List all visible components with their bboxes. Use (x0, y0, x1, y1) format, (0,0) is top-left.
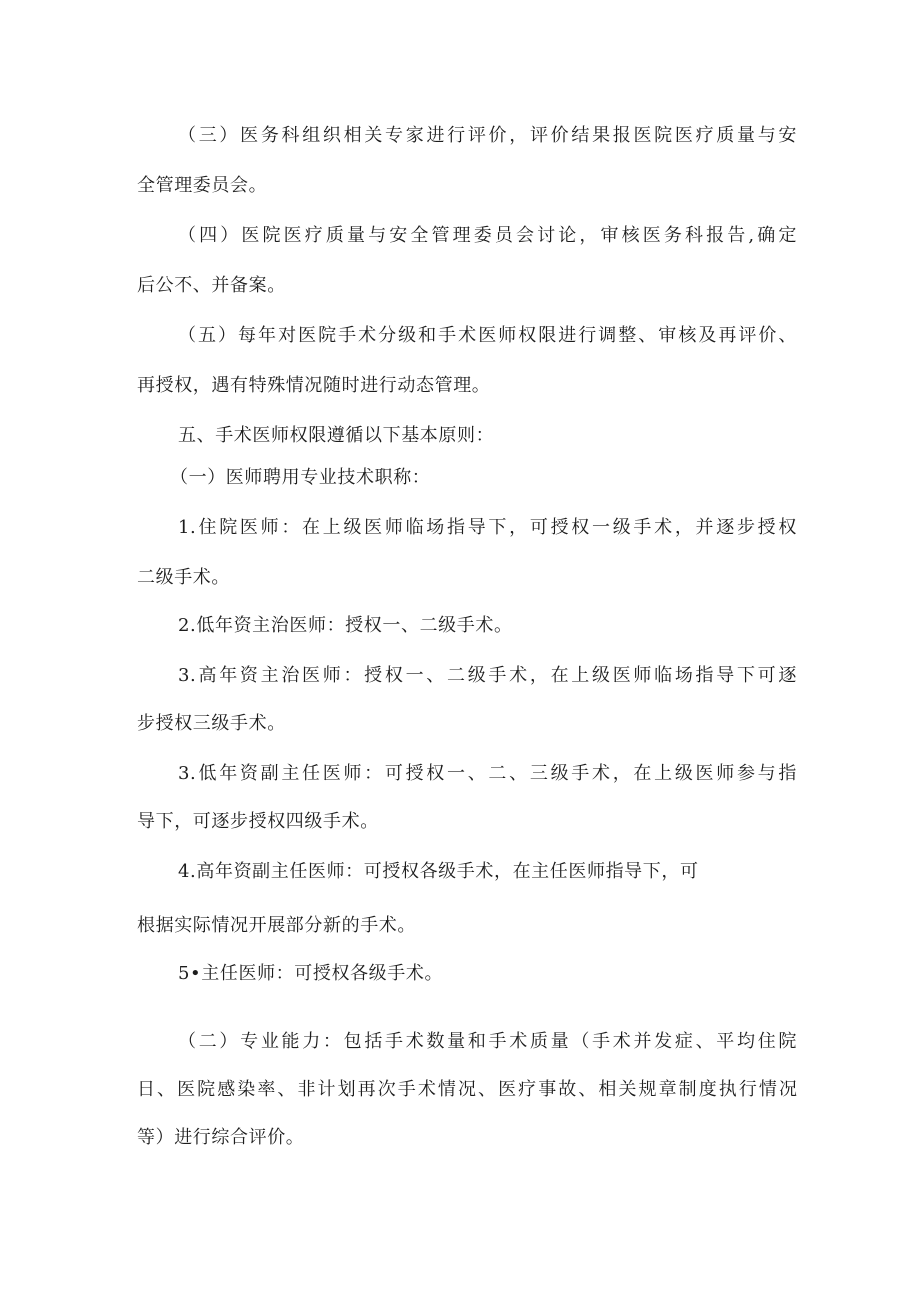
subsection-2-line-3: 等）进行综合评价。 (137, 1127, 305, 1148)
paragraph-4-line-2: 后公不、并备案。 (137, 275, 286, 296)
subsection-2-line-2: 日、医院感染率、非计划再次手术情况、医疗事故、相关规章制度执行情况 (137, 1079, 797, 1100)
subsection-2-line-1: （二）专业能力：包括手术数量和手术质量（手术并发症、平均住院 (178, 1031, 797, 1052)
subsection-heading-1: （一）医师聘用专业技术职称： (170, 467, 431, 488)
item-1-line-2: 二级手术。 (137, 567, 230, 588)
paragraph-3-line-1: （三）医务科组织相关专家进行评价，评价结果报医院医疗质量与安 (178, 125, 797, 146)
item-2: 2.低年资主治医师：授权一、二级手术。 (178, 615, 513, 636)
item-4-line-1: 4.高年资副主任医师：可授权各级手术，在主任医师指导下，可 (178, 861, 699, 882)
item-3b-line-2: 导下，可逐步授权四级手术。 (137, 811, 379, 832)
paragraph-5-line-1: （五）每年对医院手术分级和手术医师权限进行调整、审核及再评价、 (178, 325, 797, 346)
item-1-line-1: 1.住院医师：在上级医师临场指导下，可授权一级手术，并逐步授权 (178, 517, 797, 538)
item-3a-line-2: 步授权三级手术。 (137, 713, 286, 734)
item-4-line-2: 根据实际情况开展部分新的手术。 (137, 915, 416, 936)
item-5: 5•主任医师：可授权各级手术。 (178, 963, 444, 984)
paragraph-4-line-1: （四）医院医疗质量与安全管理委员会讨论，审核医务科报告,确定 (178, 225, 797, 246)
item-3a-line-1: 3.高年资主治医师：授权一、二级手术，在上级医师临场指导下可逐 (178, 665, 797, 686)
item-3b-line-1: 3.低年资副主任医师：可授权一、二、三级手术，在上级医师参与指 (178, 763, 797, 784)
paragraph-5-line-2: 再授权，遇有特殊情况随时进行动态管理。 (137, 375, 491, 396)
paragraph-3-line-2: 全管理委员会。 (137, 175, 268, 196)
section-heading-5: 五、手术医师权限遵循以下基本原则： (178, 425, 495, 446)
